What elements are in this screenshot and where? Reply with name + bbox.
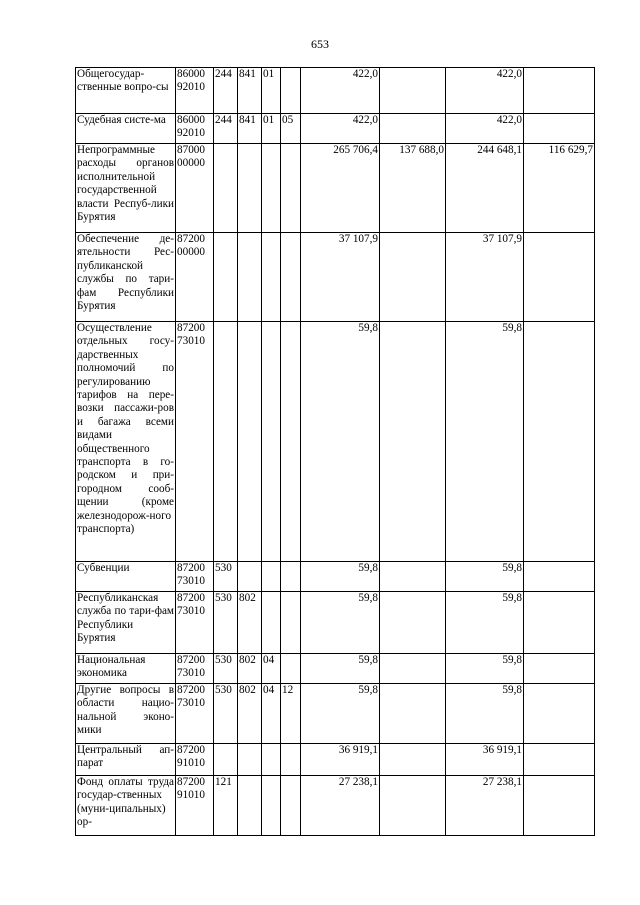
expense-type: 121: [214, 776, 238, 836]
table-row: [76, 592, 595, 654]
table-row: [76, 114, 595, 144]
amount-total-1: 59,8: [301, 592, 380, 654]
ministry-code: 802: [238, 592, 262, 654]
ministry-code: [238, 233, 262, 322]
amount-total-2: 59,8: [446, 654, 524, 684]
amount-total-2: 37 107,9: [446, 233, 524, 322]
subsection-code: [281, 744, 301, 776]
budget-table: [75, 67, 595, 836]
amount-federal-2: [524, 114, 595, 144]
row-name: Субвенции: [76, 562, 176, 592]
amount-total-1: 59,8: [301, 562, 380, 592]
subsection-code: [281, 233, 301, 322]
table-row: [76, 322, 595, 562]
amount-total-2: 59,8: [446, 322, 524, 562]
section-code: [262, 233, 281, 322]
ministry-code: [238, 744, 262, 776]
amount-federal-2: [524, 68, 595, 114]
table-row: [76, 654, 595, 684]
target-code: 87200 73010: [176, 684, 214, 744]
subsection-code: [281, 144, 301, 233]
amount-federal-2: [524, 233, 595, 322]
expense-type: [214, 144, 238, 233]
section-code: 01: [262, 114, 281, 144]
subsection-code: [281, 592, 301, 654]
row-name: Обеспечение де-ятельности Рес-публиканской службы по тари-фам Республики Бурятия: [76, 233, 176, 322]
section-code: 01: [262, 68, 281, 114]
amount-federal-1: [380, 68, 446, 114]
amount-federal-1: [380, 233, 446, 322]
target-code: 86000 92010: [176, 68, 214, 114]
ministry-code: 802: [238, 654, 262, 684]
subsection-code: [281, 68, 301, 114]
expense-type: 530: [214, 684, 238, 744]
section-code: [262, 322, 281, 562]
subsection-code: [281, 776, 301, 836]
target-code: 87200 00000: [176, 233, 214, 322]
amount-federal-1: [380, 114, 446, 144]
subsection-code: 12: [281, 684, 301, 744]
amount-total-2: 59,8: [446, 592, 524, 654]
subsection-code: [281, 322, 301, 562]
row-name: Судебная систе-ма: [76, 114, 176, 144]
amount-federal-1: 137 688,0: [380, 144, 446, 233]
table-row: [76, 233, 595, 322]
amount-federal-1: [380, 744, 446, 776]
ministry-code: [238, 144, 262, 233]
subsection-code: [281, 654, 301, 684]
ministry-code: [238, 322, 262, 562]
amount-federal-1: [380, 592, 446, 654]
table-row: [76, 144, 595, 233]
amount-total-1: 59,8: [301, 322, 380, 562]
amount-federal-1: [380, 776, 446, 836]
target-code: 87200 73010: [176, 562, 214, 592]
section-code: [262, 562, 281, 592]
amount-federal-1: [380, 684, 446, 744]
amount-federal-2: [524, 684, 595, 744]
expense-type: [214, 322, 238, 562]
amount-total-1: 422,0: [301, 68, 380, 114]
target-code: 87200 73010: [176, 592, 214, 654]
section-code: 04: [262, 684, 281, 744]
section-code: [262, 144, 281, 233]
amount-federal-1: [380, 654, 446, 684]
row-name: Национальная экономика: [76, 654, 176, 684]
ministry-code: 841: [238, 114, 262, 144]
row-name: Осуществление отдельных госу-дарственных полномочий по регулированию тарифов на пере-возки пассажи-ров и багажа всеми видами общественного транспорта в го-родском и при-городном сооб-щении (кроме железнодорож-ного транспорта): [76, 322, 176, 562]
expense-type: [214, 744, 238, 776]
table-row: [76, 562, 595, 592]
expense-type: 244: [214, 114, 238, 144]
amount-total-1: 59,8: [301, 684, 380, 744]
table-row: [76, 744, 595, 776]
amount-total-2: 422,0: [446, 114, 524, 144]
section-code: [262, 592, 281, 654]
amount-federal-1: [380, 562, 446, 592]
amount-total-2: 27 238,1: [446, 776, 524, 836]
ministry-code: 841: [238, 68, 262, 114]
table-row: [76, 776, 595, 836]
amount-total-1: 265 706,4: [301, 144, 380, 233]
amount-federal-1: [380, 322, 446, 562]
row-name: Общегосудар-ственные вопро-сы: [76, 68, 176, 114]
amount-federal-2: [524, 776, 595, 836]
expense-type: 530: [214, 592, 238, 654]
amount-total-2: 244 648,1: [446, 144, 524, 233]
amount-total-2: 36 919,1: [446, 744, 524, 776]
table-row: [76, 684, 595, 744]
expense-type: 244: [214, 68, 238, 114]
amount-total-1: 36 919,1: [301, 744, 380, 776]
amount-federal-2: [524, 654, 595, 684]
target-code: 86000 92010: [176, 114, 214, 144]
row-name: Непрограммные расходы органов исполнительной государственной власти Респуб-лики Бурятия: [76, 144, 176, 233]
page-number: 653: [311, 37, 329, 51]
row-name: Центральный ап-парат: [76, 744, 176, 776]
target-code: 87200 91010: [176, 744, 214, 776]
amount-total-1: 59,8: [301, 654, 380, 684]
amount-federal-2: [524, 322, 595, 562]
subsection-code: 05: [281, 114, 301, 144]
row-name: Республиканская служба по тари-фам Республики Бурятия: [76, 592, 176, 654]
amount-federal-2: 116 629,7: [524, 144, 595, 233]
target-code: 87000 00000: [176, 144, 214, 233]
amount-federal-2: [524, 744, 595, 776]
amount-total-1: 422,0: [301, 114, 380, 144]
subsection-code: [281, 562, 301, 592]
target-code: 87200 73010: [176, 322, 214, 562]
ministry-code: 802: [238, 684, 262, 744]
table-row: [76, 68, 595, 114]
ministry-code: [238, 562, 262, 592]
target-code: 87200 73010: [176, 654, 214, 684]
section-code: 04: [262, 654, 281, 684]
amount-total-2: 59,8: [446, 562, 524, 592]
expense-type: 530: [214, 654, 238, 684]
amount-federal-2: [524, 562, 595, 592]
amount-federal-2: [524, 592, 595, 654]
expense-type: 530: [214, 562, 238, 592]
expense-type: [214, 233, 238, 322]
section-code: [262, 776, 281, 836]
ministry-code: [238, 776, 262, 836]
target-code: 87200 91010: [176, 776, 214, 836]
amount-total-2: 422,0: [446, 68, 524, 114]
section-code: [262, 744, 281, 776]
amount-total-1: 27 238,1: [301, 776, 380, 836]
amount-total-2: 59,8: [446, 684, 524, 744]
row-name: Фонд оплаты труда государ-ственных (муни-ципальных) ор-: [76, 776, 176, 836]
row-name: Другие вопросы в области нацио-нальной эконо-мики: [76, 684, 176, 744]
amount-total-1: 37 107,9: [301, 233, 380, 322]
